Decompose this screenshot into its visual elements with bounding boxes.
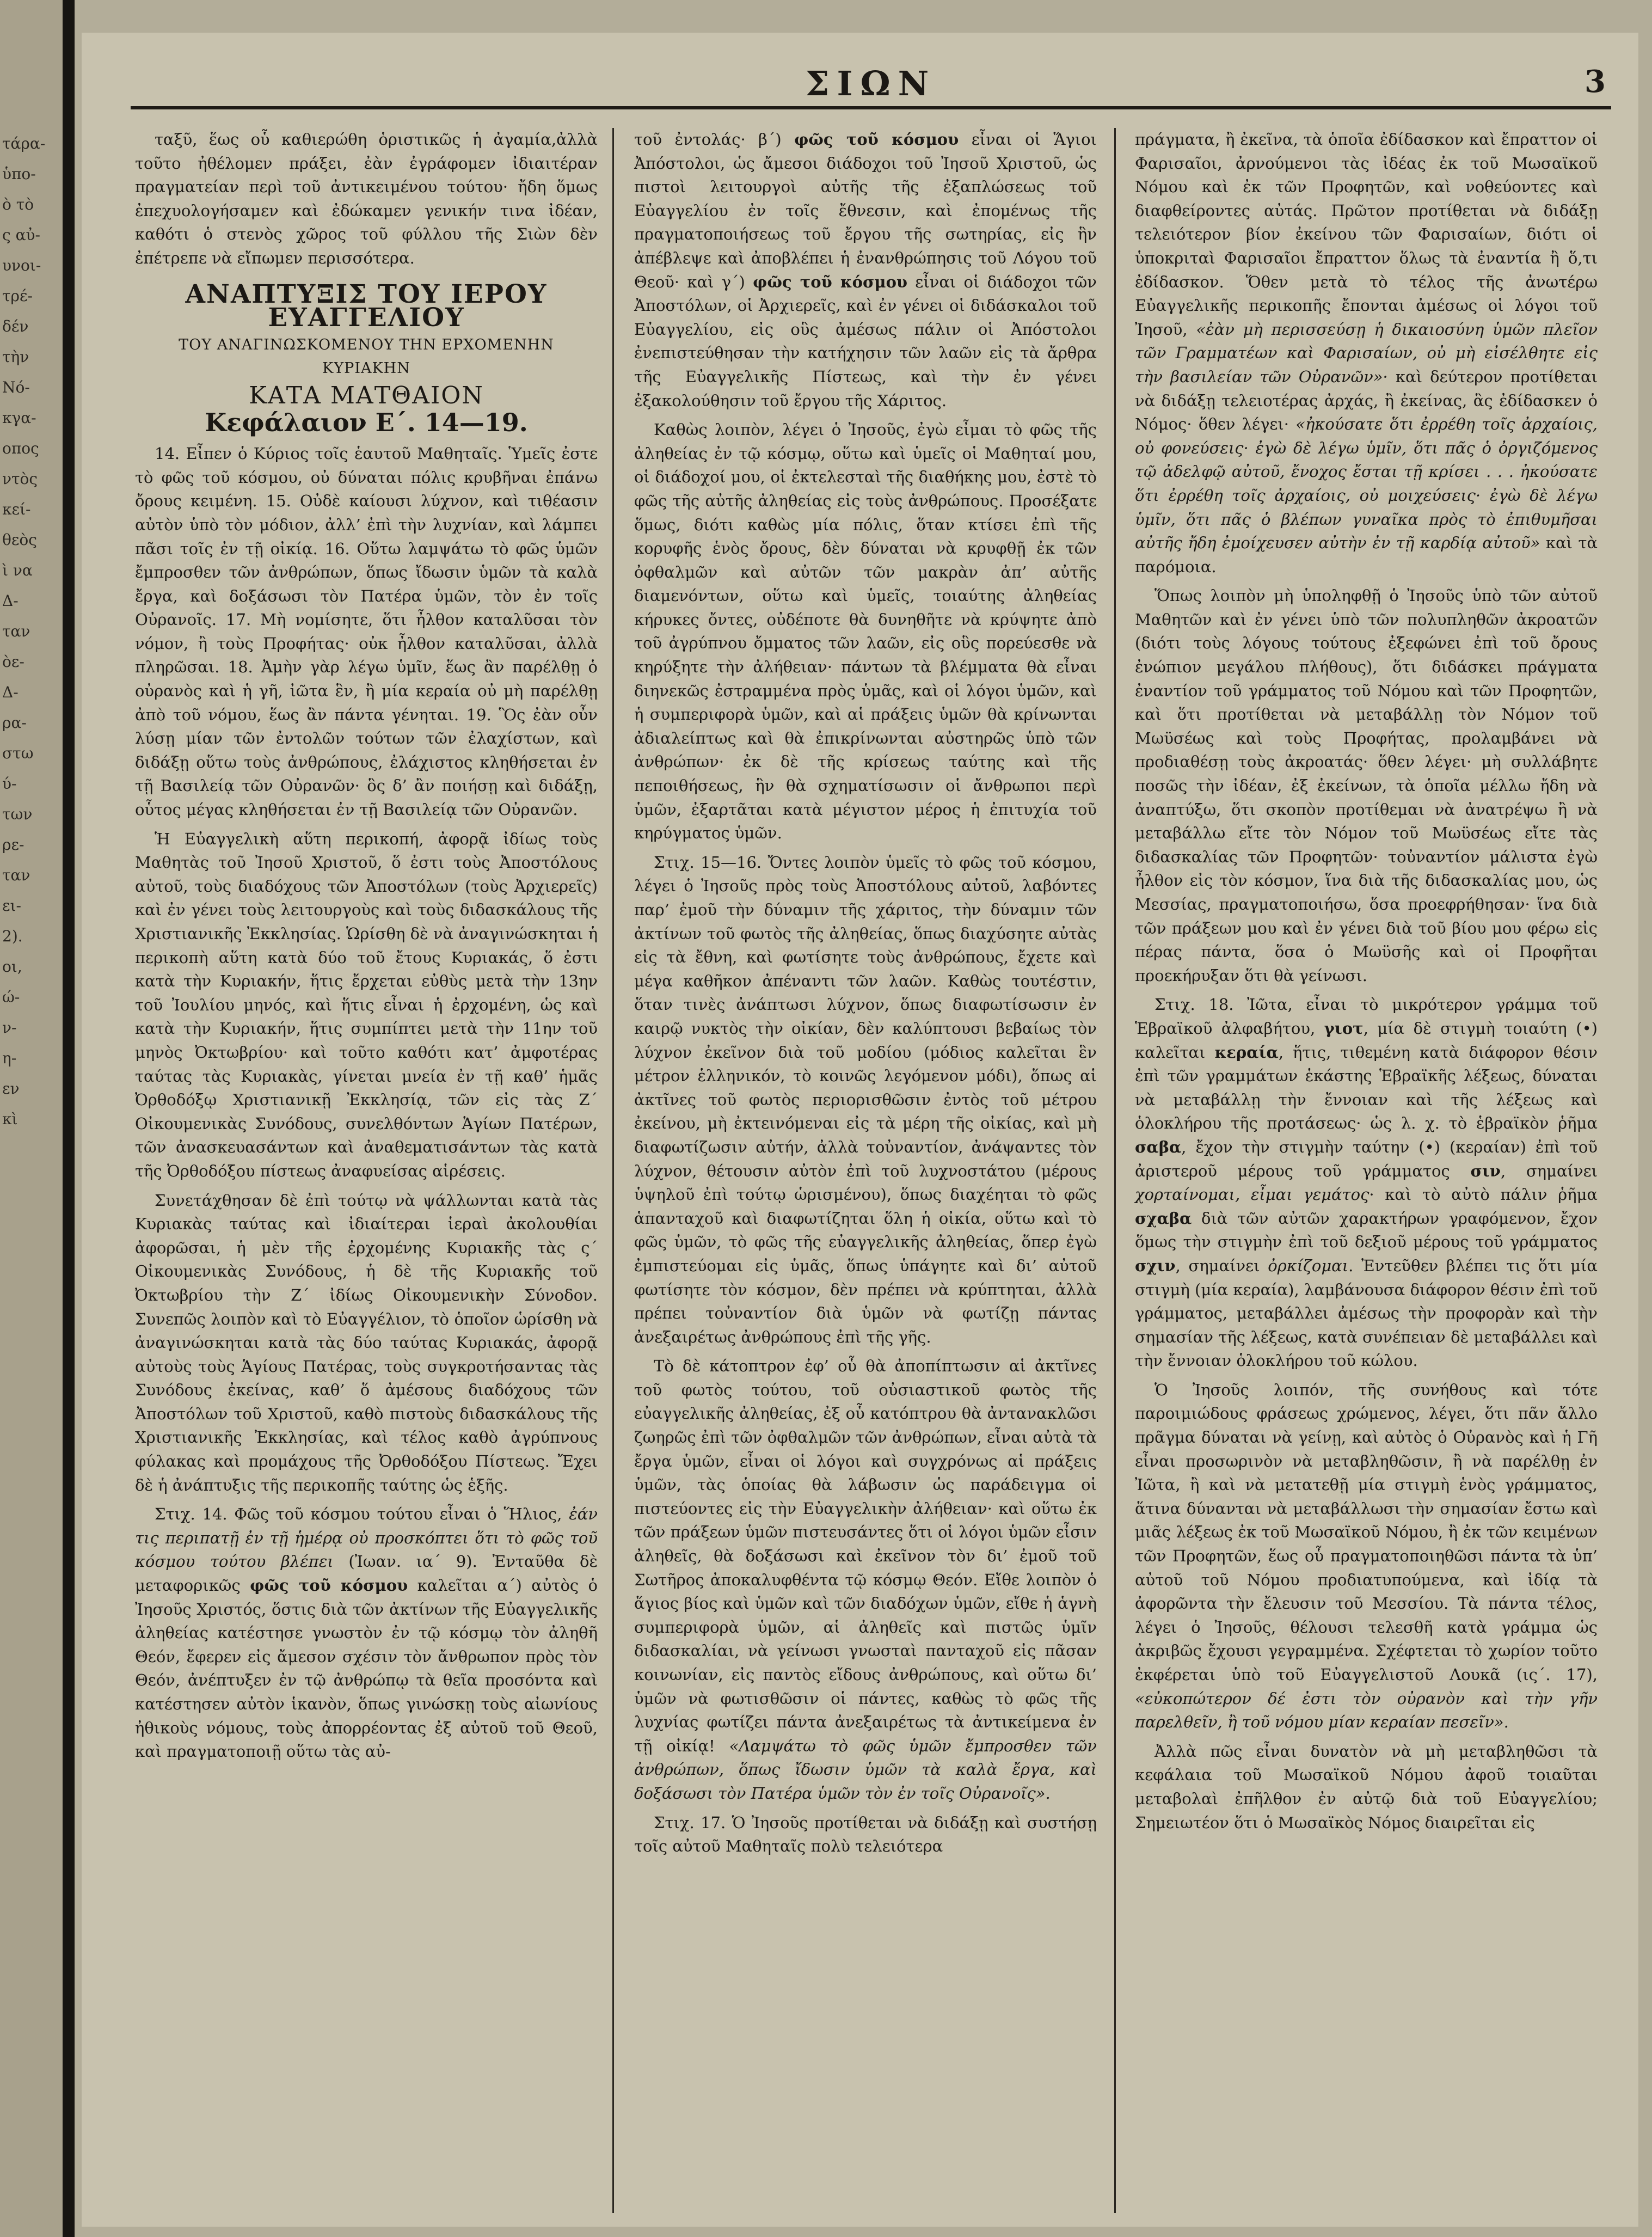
margin-fragment: κγα- [2,409,36,427]
italic-run: ὀρκίζομαι [1268,1256,1349,1275]
article-heading [135,279,598,437]
column-1-paragraph: Συνετάχθησαν δὲ ἐπὶ τούτῳ νὰ ψάλλωνται κατὰ τὰς Κυριακὰς ταύτας καὶ ἰδιαίτεραι ἱεραὶ ἀκολουθίαι ἀφορῶσαι, ἡ μὲν τῆς ἐρχομένης Κυριακῆς τὰς ς΄ Οἰκουμενικὰς Συνόδους, ἡ δὲ τῆς Κυριακῆς τοῦ Ὀκτωβρίου τὴν Ζ΄ ἰδίως Οἰκουμενικὴν Σύνοδον. Συνεπῶς λοιπὸν καὶ τὸ Εὐαγγέλιον, τὸ ὁποῖον ὡρίσθη νὰ ἀναγινώσκηται κατὰ τὰς δύο ταύτας Κυριακάς, ἀφορᾷ αὐτοὺς τοὺς Ἁγίους Πατέρας, τοὺς συγκροτήσαντας τὰς Συνόδους ἐκείνας, καθ’ ὅ ἀμέσους διαδόχους τῶν Ἀποστόλων τοῦ Χριστοῦ, καθὸ πιστοὺς διδασκάλους τῆς Χριστιανικῆς Ἐκκλησίας, καὶ τέλος καθὸ ἀγρύπνους φύλακας καὶ προμάχους τῆς Ὀρθοδόξου Πίστεως. Ἔχει δὲ ἡ ἀνάπτυξις τῆς περικοπῆς ταύτης ὡς ἑξῆς. [135,1191,598,1494]
margin-fragment: ὶ να [2,561,33,579]
adjacent-page-strip [0,0,63,2237]
margin-fragment: εν [2,1080,20,1098]
column-1 [135,128,598,1769]
text-run: , ἔχον τὴν στιγμὴν ταύτην (•) (κεραίαν) ἐπὶ τοῦ ἀριστεροῦ μέρους τοῦ γράμματος [1135,1137,1598,1180]
column-1-intro: ταξῦ, ἕως οὗ καθιερώθη ὁριστικῶς ἡ ἀγαμία,ἀλλὰ τοῦτο ἠθέλομεν πράξει, ἐὰν ἐγράφομεν ἰδιαιτέραν πραγματείαν περὶ τοῦ ἀντικειμένου τούτου· ἤδη ὅμως ἐπεχυολογήσαμεν καὶ ἐδώκαμεν γενικήν τινα ἰδέαν, καθότι ὁ στενὸς χῶρος τοῦ φύλλου τῆς Σιὼν δὲν ἐπέτρεπε νὰ εἴπωμεν περισσότερα. [135,130,598,267]
margin-fragment: 2). [2,927,23,945]
margin-fragment: Δ- [2,683,19,701]
masthead [131,57,1611,101]
column-2 [634,128,1097,1864]
column-2-paragraph [634,1355,1097,1805]
text-run: καὶ τὰ παρόμοια. [1135,534,1598,576]
column-1-paragraph [135,1503,598,1764]
margin-fragment: ν- [2,1019,17,1037]
margin-fragment: των [2,805,33,823]
column-1-paragraph: Ἡ Εὐαγγελικὴ αὕτη περικοπή, ἀφορᾷ ἰδίως τοὺς Μαθητὰς τοῦ Ἰησοῦ Χριστοῦ, ὅ ἐστι τοὺς Ἀποστόλους αὐτοῦ, τοὺς διαδόχους τῶν Ἀποστόλων (τοὺς Ἀρχιερεῖς) καὶ ἐν γένει τοὺς λειτουργοὺς καὶ τοὺς διδασκάλους τῆς Χριστιανικῆς Ἐκκλησίας. Ὡρίσθη δὲ νὰ ἀναγινώσκηται ἡ περικοπὴ αὕτη κατὰ δύο τοῦ ἔτους Κυριακάς, ὅ ἐστι κατὰ τὴν Κυριακήν, ἥτις ἔρχεται εὐθὺς μετὰ τὴν 13ην τοῦ Ἰουλίου μηνός, καὶ ἥτις εἶναι ἡ ἐρχομένη, ὡς καὶ κατὰ τὴν Κυριακήν, ἥτις συμπίπτει μετὰ τὴν 11ην τοῦ μηνὸς Ὀκτωβρίου· καὶ τοῦτο καθότι κατ’ ἀμφοτέρας ταύτας τὰς Κυριακὰς, γίνεται μνεία ἐν τῇ καθ’ ἡμᾶς Ὀρθοδόξῳ Χριστιανικῇ Ἐκκλησίᾳ, τῶν εἰς τὰς Ζ΄ Οἰκουμενικὰς Συνόδους, συνελθόντων Ἁγίων Πατέρων, τῶν ἀνασκευασάντων καὶ ἀναθεματισάντων τὰς κατὰ τῆς Ὀρθοδόξου πίστεως ἀναφυείσας αἱρέσεις. [135,829,598,1180]
margin-fragment: δέν [2,317,29,335]
quote-run: «ἠκούσατε ὅτι ἐρρέθη τοῖς ἀρχαίοις, οὐ φονεύσεις· ἐγὼ δὲ λέγω ὑμῖν, ὅτι πᾶς ὁ ὀργιζόμενος τῷ ἀδελφῷ αὐτοῦ, ἔνοχος ἔσται τῇ κρίσει . . . ἠκούσατε ὅτι ἐρρέθη τοῖς ἀρχαίοις, οὐ μοιχεύσεις· ἐγὼ δὲ λέγω ὑμῖν, ὅτι πᾶς ὁ βλέπων γυναῖκα πρὸς τὸ ἐπιθυμῆσαι αὐτῆς ἤδη ἐμοίχευσεν αὐτὴν ἐν τῇ καρδίᾳ αὐτοῦ» [1135,415,1598,553]
scripture-passage: 14. Εἶπεν ὁ Κύριος τοῖς ἑαυτοῦ Μαθηταῖς. Ὑμεῖς ἐστε τὸ φῶς τοῦ κόσμου, οὐ δύναται πόλις κρυβῆναι ἐπάνω ὄρους κειμένη. 15. Οὐδὲ καίουσι λύχνον, καὶ τιθέασιν αὐτὸν ὑπὸ τὸν μόδιον, ἀλλ’ ἐπὶ τὴν λυχνίαν, καὶ λάμπει πᾶσι τοῖς ἐν τῇ οἰκίᾳ. 16. Οὕτω λαμψάτω τὸ φῶς ὑμῶν ἔμπροσθεν τῶν ἀνθρώπων, ὅπως ἴδωσιν ὑμῶν τὰ καλὰ ἔργα, καὶ δοξάσωσι τὸν Πατέρα ὑμῶν, τὸν ἐν τοῖς Οὐρανοῖς. 17. Μὴ νομίσητε, ὅτι ἦλθον καταλῦσαι τὸν νόμον, ἢ τοὺς Προφήτας· οὐκ ἦλθον καταλῦσαι, ἀλλὰ πληρῶσαι. 18. Ἀμὴν γὰρ λέγω ὑμῖν, ἕως ἂν παρέλθῃ ὁ οὐρανὸς καὶ ἡ γῆ, ἰῶτα ἓν, ἢ μία κεραία οὐ μὴ παρέλθῃ ἀπὸ τοῦ νόμου, ἕως ἂν πάντα γένηται. 19. Ὃς ἐὰν οὖν λύσῃ μίαν τῶν ἐντολῶν τούτων τῶν ἐλαχίστων, καὶ διδάξῃ οὕτω τοὺς ἀνθρώπους, ἐλάχιστος κληθήσεται ἐν τῇ Βασιλείᾳ τῶν Οὐρανῶν· ὃς δ’ ἂν ποιήσῃ καὶ διδάξῃ, οὗτος μέγας κληθήσεται ἐν τῇ Βασιλείᾳ τῶν Οὐρανῶν. [135,444,598,819]
bold-run: γιοτ [1324,1019,1364,1038]
column-2-paragraph: Στιχ. 15—16. Ὄντες λοιπὸν ὑμεῖς τὸ φῶς τοῦ κόσμου, λέγει ὁ Ἰησοῦς πρὸς τοὺς Ἀποστόλους αὐτοῦ, λαβόντες παρ’ ἐμοῦ τὴν δύναμιν τῆς χάριτος, τὴν δύναμιν τῶν ἀκτίνων τοῦ φωτὸς τῆς ἀληθείας, ὅπως διαχύσητε αὐτὰς εἰς τὰ ἔθνη, καὶ φωτίσητε τοὺς ἀνθρώπους, ἔχετε καὶ μέγα καθῆκον ἀπέναντι τῶν λαῶν. Καθὼς τουτέστιν, ὅταν τινὲς ἀνάπτωσι λύχνον, ὅπως διαφωτίσωσιν ἐν καιρῷ νυκτὸς τὴν οἰκίαν, δὲν καλύπτουσι βεβαίως τὸν λύχνον ἐκεῖνον διὰ τοῦ μοδίου (μόδιος καλεῖται ἓν μέτρον ἑλληνικόν, τὸ κοινῶς λεγόμενον μόδι), ὅπως αἱ ἀκτῖνες τοῦ φωτὸς περιορισθῶσιν ἐντὸς τοῦ μέτρου ἐκείνου, μὴ ἐκτεινόμεναι εἰς τὰ μέρη τῆς οἰκίας, καὶ μὴ διαφωτίζωσιν αὐτήν, ἀλλὰ τοὐναντίον, ἀνάψαντες τὸν λύχνον, θέτουσιν αὐτὸν ἐπὶ τοῦ λυχνοστάτου (μέρους ὑψηλοῦ ἐπὶ τούτῳ ὡρισμένου), ὅπως διαχέηται τὸ φῶς ἁπανταχοῦ καὶ διαφωτίζηται ὅλη ἡ οἰκία, οὕτω καὶ τὸ φῶς ὑμῶν, τὸ φῶς τῆς εὐαγγελικῆς ἀληθείας, ὅπερ ἐγὼ ἐμπιστεύομαι εἰς ὑμᾶς, ὅπως ὑπάγητε καὶ δι’ αὐτοῦ φωτίσητε τὸν κόσμον, δὲν πρέπει νὰ κρύπτηται, ἀλλὰ πρέπει τοὐναντίον διὰ ὑμῶν νὰ φωτίζῃ πάντας ἀνεξαιρέτως ἀνθρώπους ἐπὶ τῆς γῆς. [634,853,1097,1346]
article-gospel: ΚΑΤΑ ΜΑΤΘΑΙΟΝ [249,381,484,409]
text-run: . Ἐντεῦθεν βλέπει τις ὅτι μία στιγμὴ (μία κεραία), λαμβάνουσα διάφορον θέσιν ἐπὶ τοῦ γράμματος, μεταβάλλει ἀμέσως τὴν προφορὰν καὶ τὴν σημασίαν τῆς λέξεως, κατὰ συνέπειαν δὲ μεταβάλλει καὶ τὴν ἔννοιαν ὁλοκλήρου τοῦ κώλου. [1135,1256,1598,1370]
italic-run: χορταίνομαι, εἶμαι γεμάτος [1135,1185,1369,1204]
text-run: τοῦ ἐντολάς· β΄) [634,130,795,149]
column-3 [1135,128,1598,1840]
column-separator-2 [1114,128,1116,2213]
column-3-paragraph: Ἀλλὰ πῶς εἶναι δυνατὸν νὰ μὴ μεταβληθῶσι τὰ κεφάλαια τοῦ Μωσαϊκοῦ Νόμου ἀφοῦ τοιαῦται μεταβολαὶ ἐπῆλθον ἐν αὐτῷ διὰ τοῦ Εὐαγγελίου; Σημειωτέον ὅτι ὁ Μωσαϊκὸς Νόμος διαιρεῖται εἰς [1135,1742,1598,1832]
margin-fragment: ὸε- [2,653,24,671]
margin-fragment: στω [2,744,34,762]
margin-fragment: ταν [2,866,30,884]
text-run: Στιχ. 18. Ἰῶτα, εἶναι τὸ μικρότερον γράμμα τοῦ Ἑβραϊκοῦ ἀλφαβήτου, [1135,995,1598,1038]
column-3-paragraph [1135,993,1598,1373]
text-run: Τὸ δὲ κάτοπτρον ἐφ’ οὗ θὰ ἀποπίπτωσιν αἱ ἀκτῖνες τοῦ φωτὸς τούτου, τοῦ οὐσιαστικοῦ φωτὸς τῆς εὐαγγελικῆς ἀληθείας, ἐξ οὗ κατόπτρου θὰ ἀντανακλῶσι ζωηρῶς ἐπὶ τῶν ὀφθαλμῶν τῶν ἀνθρώπων, εἶναι αὐτὰ τὰ ἔργα ὑμῶν, εἶναι οἱ λόγοι καὶ συγχρόνως αἱ πράξεις ὑμῶν, τὰς ὁποίας θὰ λάβωσιν ὡς παράδειγμα οἱ πιστεύοντες εἰς τὴν Εὐαγγελικὴν ἀλήθειαν· καὶ οὕτω ἐκ τῶν πράξεων ὑμῶν πιστευσάντες ὅτι οἱ λόγοι ὑμῶν εἶσιν ἀληθεῖς, θὰ δοξάσωσι καὶ ἐκεῖνον τὸν δι’ ἐμοῦ τοῦ Σωτῆρος ἀποκαλυφθέντα τῷ κόσμῳ Θεόν. Εἴθε λοιπὸν ὁ ἅγιος βίος καὶ ὑμῶν καὶ τῶν διαδόχων ὑμῶν, εἴθε ἡ ἁγνὴ συμπεριφορὰ ὑμῶν, αἱ ἀληθεῖς καὶ πιστῶς ὑμῖν διδασκαλίαι, νὰ γείνωσι γνωσταὶ πανταχοῦ εἰς πᾶσαν κοινωνίαν, εἰς παντὸς εἴδους ἀνθρώπους, καὶ οὕτω δι’ ὑμῶν νὰ φωτισθῶσιν οἱ πάντες, καθὼς τὸ φῶς τῆς λυχνίας φωτίζει πάντα ἀνεξαιρέτως τὰ ἀντικείμενα ἐν τῇ οἰκίᾳ! [634,1357,1097,1755]
text-run: καλεῖται α΄) αὐτὸς ὁ Ἰησοῦς Χριστός, ὅστις διὰ τῶν ἀκτίνων τῆς Εὐαγγελικῆς ἀληθείας κατέστησε γνωστὸν ἐν τῷ κόσμῳ τὸν ἀληθῆ Θεόν, ἔφερεν εἰς ἄμεσον σχέσιν τὸν ἄνθρωπον πρὸς τὸν Θεόν, ἀνέπτυξεν ἐν τῷ ἀνθρώπῳ τὰ θεῖα προσόντα καὶ κατέστησεν αὐτὸν ἱκανὸν, ὅπως γινώσκῃ τοὺς αἰωνίους ἠθικοὺς νόμους, τοὺς ἀπορρέοντας ἐξ αὐτοῦ τοῦ Θεοῦ, καὶ πραγματοποιῇ οὕτω τὰς αὐ- [135,1576,598,1761]
margin-fragment: τάρα- [2,134,46,152]
column-3-paragraph [1135,128,1598,579]
margin-fragment: ὸ τὸ [2,195,34,213]
quote-run: ἐάν τις περιπατῇ ἐν τῇ ἡμέρᾳ οὐ προσκόπτει ὅτι τὸ φῶς τοῦ κόσμου τούτου βλέπει [135,1505,598,1571]
text-run: , μία δὲ στιγμὴ τοιαύτη (•) καλεῖται [1135,1019,1598,1062]
column-separator-1 [612,128,614,2213]
bold-run: σχιν [1135,1256,1176,1275]
text-run: εἶναι οἱ διάδοχοι τῶν Ἀποστόλων, οἱ Ἀρχιερεῖς, καὶ ἐν γένει οἱ διδάσκαλοι τοῦ Εὐαγγελίου, εἰς οὓς ἀμέσως πάλιν οἱ Ἀπόστολοι ἐνεπιστεύθησαν τὴν κατήχησιν τῶν λαῶν εἰς τὰ ἄρθρα τῆς Εὐαγγελικῆς Πίστεως, καὶ τὴν ἐν γένει ἐξακολούθησιν τοῦ ἔργου τῆς Χάριτος. [634,272,1097,410]
bold-run: φῶς τοῦ κόσμου [753,272,908,291]
column-3-paragraph: Ὅπως λοιπὸν μὴ ὑποληφθῇ ὁ Ἰησοῦς ὑπὸ τῶν αὐτοῦ Μαθητῶν καὶ ἐν γένει ὑπὸ τῶν πολυπληθῶν ἀκροατῶν (διότι τοὺς λόγους τούτους ἐξεφώνει ἐπὶ τοῦ ὄρους ἐνώπιον μεγάλου πλήθους), ὅτι διδάσκει πράγματα ἐναντίον τοῦ γράμματος τοῦ Νόμου καὶ τῶν Προφητῶν, καὶ ὅτι προτίθεται νὰ μεταβάλλῃ τὸν Νόμον τοῦ Μωϋσέως καὶ τοὺς Προφήτας, προλαμβάνει νὰ προδιαθέσῃ τοὺς ἀκροατάς· ὅθεν λέγει· μὴ συλλάβητε ποσῶς τὴν ἰδέαν, ἐξ ἐκείνων, τὰ ὁποῖα μέλλω ἤδη νὰ ἀναπτύξω, ὅτι σκοπὸν προτίθεμαι νὰ ἀνατρέψω ἢ νὰ μεταβάλλω εἴτε τὸν Νόμον τοῦ Μωϋσέως εἴτε τὰς διδασκαλίας τῶν Προφητῶν· τοὐναντίον μάλιστα ἐγὼ ἦλθον εἰς τὸν κόσμον, ἵνα διὰ τῆς διδασκαλίας μου, ὡς Μεσσίας, πραγματοποιήσω, ὅσα προεφρήθησαν· ἵνα διὰ τῶν πράξεων μου καὶ ἐν γένει διὰ τοῦ βίου μου φέρω εἰς πέρας πάντα, ὅσα ὁ Μωϋσῆς καὶ οἱ Προφῆται προεκήρυξαν ὅτι θὰ γείνωσι. [1135,586,1598,985]
text-run: καὶ δεύτερον προτίθεται νὰ διδάξῃ τελειοτέρας ἀρχάς, ἢ ἐκείνας, ἃς ἐδίδασκεν ὁ Νόμος· ὅθεν λέγει· [1135,367,1598,434]
bold-run: σχαβα [1135,1209,1192,1228]
margin-fragment: ει- [2,897,21,915]
bold-run: σιν [1470,1161,1501,1180]
text-run: εἶναι οἱ Ἅγιοι Ἀπόστολοι, ὡς ἄμεσοι διάδοχοι τοῦ Ἰησοῦ Χριστοῦ, ὡς πιστοὶ λειτουργοὶ αὐτῆς τῆς ἐξαπλώσεως τοῦ Εὐαγγελίου ἐν τοῖς ἔθνεσιν, καὶ ἐπομένως τῆς πραγματοποιήσεως τοῦ ἔργου τῆς σωτηρίας, εἰς ἣν ἀπέβλεψε καὶ ἀποβλέπει ἡ ἐνανθρώπησις τοῦ Λόγου τοῦ Θεοῦ· καὶ γ΄) [634,130,1097,291]
text-run: διὰ τῶν αὐτῶν χαρακτήρων γραφόμενον, ἔχον ὅμως τὴν στιγμὴν ἐπὶ τοῦ δεξιοῦ μέρους τοῦ γράμματος [1135,1209,1598,1252]
margin-fragment: Δ- [2,592,19,610]
margin-fragment: ρα- [2,714,27,732]
text-run: , σημαίνει [1175,1256,1268,1275]
bold-run: φῶς τοῦ κόσμου [250,1576,408,1595]
header-rule [131,106,1611,109]
quote-run: «Λαμψάτω τὸ φῶς ὑμῶν ἔμπροσθεν τῶν ἀνθρώπων, ὅπως ἴδωσιν ὑμῶν τὰ καλὰ ἔργα, καὶ δοξάσωσι τὸν Πατέρα ὑμῶν τὸν ἐν τοῖς Οὐρανοῖς». [634,1736,1097,1803]
binding-shadow [63,0,75,2237]
margin-fragment: ρε- [2,836,24,854]
text-run: , σημαίνει [1501,1161,1598,1180]
margin-fragment: οπος [2,439,39,457]
margin-fragment: ταν [2,622,30,640]
page-number: 3 [1585,64,1606,100]
bold-run: σαβα [1135,1137,1182,1156]
text-run: (Ἰωαν. ια΄ 9). Ἐνταῦθα δὲ μεταφορικῶς [135,1552,598,1595]
margin-fragment: τρέ- [2,287,33,305]
margin-fragment: η- [2,1049,17,1067]
text-run: πράγματα, ἢ ἐκεῖνα, τὰ ὁποῖα ἐδίδασκον καὶ ἔπραττον οἱ Φαρισαῖοι, ἀρνούμενοι τὰς ἰδέας ἐκ τοῦ Μωσαϊκοῦ Νόμου καὶ ἐκ τῶν Προφητῶν, καὶ νοθεύοντες καὶ διαφθείροντες αὐτάς. Πρῶτον προτίθεται νὰ διδάξῃ τελειότερον βίον ἐκείνου τῶν Φαρισαίων, διότι οἱ ὑποκριταὶ Φαρισαῖοι ἔπραττον ὅλως τὰ ἐναντία ἢ ὅ,τι ἐδίδασκον. Ὅθεν μετὰ τὸ τέλος τῆς ἀνωτέρω Εὐαγγελικῆς περικοπῆς ἔπονται ἀμέσως οἱ λόγοι τοῦ Ἰησοῦ, [1135,130,1598,339]
text-run: , ἥτις, τιθεμένη κατὰ διάφορον θέσιν ἐπὶ τῶν γραμμάτων ἑκάστης Ἑβραϊκῆς λέξεως, δύναται νὰ μεταβάλλῃ τὴν ἔννοιαν καὶ τῆς λέξεως καὶ ὁλοκλήρου τῆς προτάσεως· ὡς λ. χ. τὸ ἑβραϊκὸν ῥῆμα [1135,1043,1598,1133]
column-3-paragraph [1135,1378,1598,1735]
margin-fragment: ὑπο- [2,165,36,183]
article-title: ΑΝΑΠΤΥΞΙΣ ΤΟΥ ΙΕΡΟΥ ΕΥΑΓΓΕΛΙΟΥ [185,279,548,333]
margin-fragment: Νό- [2,378,30,396]
column-2-paragraph: Στιχ. 17. Ὁ Ἰησοῦς προτίθεται νὰ διδάξῃ καὶ συστήσῃ τοῖς αὐτοῦ Μαθηταῖς πολὺ τελειότερα [634,1813,1097,1856]
quote-run: «εὐκοπώτερον δέ ἐστι τὸν οὐρανὸν καὶ τὴν γῆν παρελθεῖν, ἢ τοῦ νόμου μίαν κεραίαν πεσεῖν». [1135,1689,1598,1732]
bold-run: φῶς τοῦ κόσμου [794,130,959,149]
margin-fragment: υνοι- [2,256,41,274]
margin-fragment: ς αὐ- [2,226,40,244]
quote-run: «ἐὰν μὴ περισσεύσῃ ἡ δικαιοσύνη ὑμῶν πλεῖον τῶν Γραμματέων καὶ Φαρισαίων, οὐ μὴ εἰσέλθητε εἰς τὴν βασιλείαν τῶν Οὐρανῶν»· [1135,320,1598,386]
article-chapter: Κεφάλαιον Ε΄. 14—19. [205,407,528,437]
margin-fragment: κὶ [2,1110,18,1128]
margin-fragment: τὴν [2,348,29,366]
margin-fragment: ύ- [2,775,17,793]
text-run: Ὁ Ἰησοῦς λοιπόν, τῆς συνήθους καὶ τότε παροιμιώδους φράσεως χρώμενος, λέγει, ὅτι πᾶν ἄλλο πρᾶγμα δύναται νὰ γείνῃ, καὶ αὐτὸς ὁ Οὐρανὸς καὶ ἡ Γῆ εἶναι προσωρινὸν νὰ μεταβληθῶσιν, ἢ νὰ παρέλθῃ ἐν Ἰῶτα, ἢ καὶ νὰ μετατεθῇ μία στιγμὴ ἑνὸς γράμματος, ἅτινα δύνανται νὰ μεταβάλλωσι τὴν σημασίαν ἔστω καὶ μιᾶς λέξεως ἐκ τοῦ Μωσαϊκοῦ Νόμου, ἢ ἐκ τῶν κειμένων τῶν Προφητῶν, ἕως οὗ πραγματοποιηθῶσι πάντα τὰ ὑπ’ αὐτοῦ τοῦ Νόμου προδιατυπούμενα, καὶ ἰδίᾳ τὰ ἀφορῶντα τὴν ἔλευσιν τοῦ Μεσσίου. Τὰ πάντα τέλος, λέγει ὁ Ἰησοῦς, θέλουσι τελεσθῆ κατὰ γράμμα ὡς ἀκριβῶς ἔχουσι γεγραμμένα. Σχέφτεται τὸ χωρίον τοῦτο ἐκφέρεται ὑπὸ τοῦ Εὐαγγελιστοῦ Λουκᾶ (ις΄. 17), [1135,1380,1598,1684]
article-subtitle: ΤΟΥ ΑΝΑΓΙΝΩΣΚΟΜΕΝΟΥ ΤΗΝ ΕΡΧΟΜΕΝΗΝ ΚΥΡΙΑΚΗΝ [179,336,554,377]
margin-fragment: ώ- [2,988,20,1006]
margin-fragment: κεί- [2,500,31,518]
bold-run: κεραία [1214,1043,1279,1062]
margin-fragment: ντὸς [2,470,38,488]
column-2-paragraph: Καθὼς λοιπὸν, λέγει ὁ Ἰησοῦς, ἐγὼ εἶμαι τὸ φῶς τῆς ἀληθείας ἐν τῷ κόσμῳ, οὕτω καὶ ὑμεῖς οἱ Μαθηταί μου, οἱ διάδοχοί μου, οἱ ἐκτελεσταὶ τῆς διαθήκης μου, ἐστὲ τὸ φῶς τῆς αὐτῆς ἀληθείας εἰς τοὺς ἀνθρώπους. Προσέξατε ὅμως, διότι καθὼς μία πόλις, ὅταν κτίσει ἐπὶ τῆς κορυφῆς ἑνὸς ὄρους, δὲν δύναται νὰ κρυφθῇ ἐκ τῶν ὀφθαλμῶν καὶ αὐτῶν τῶν μακρὰν ἀπ’ αὐτῆς διαμενόντων, οὕτω καὶ ὑμεῖς, τοιαύτης ἀληθείας κήρυκες ὄντες, οὐδέποτε θὰ δυνηθῆτε νὰ κρύψητε ἀπὸ τοῦ ἀγρύπνου ὄμματος τῶν λαῶν, εἰς οὓς πορεύεσθε νὰ κηρύξητε τὴν ἀλήθειαν· πάντων τὰ βλέμματα θὰ εἶναι διηνεκῶς ἐστραμμένα πρὸς ὑμᾶς, καὶ οἱ λόγοι ὑμῶν, καὶ ἡ συμπεριφορὰ ὑμῶν, καὶ αἱ πράξεις ὑμῶν θὰ κρίνωνται ἀδιαλείπτως καὶ θὰ ἐπικρίνωνται αὐστηρῶς ὑπὸ τῶν ἀνθρώπων· ἐκ δὲ τῆς κρίσεως ταύτης καὶ τῆς πεποιθήσεως, ἣν θὰ σχηματίσωσιν οἱ ἄνθρωποι περὶ ὑμῶν, ἐξαρτᾶται κατὰ μέγιστον μέρος ἡ ἐπιτυχία τοῦ κηρύγματος ὑμῶν. [634,420,1097,843]
text-run: · καὶ τὸ αὐτὸ πάλιν ῥῆμα [1369,1185,1598,1204]
text-run: Στιχ. 14. Φῶς τοῦ κόσμου τούτου εἶναι ὁ Ἥλιος, [155,1505,562,1524]
margin-fragment: θεὸς [2,531,37,549]
column-2-paragraph [634,128,1097,413]
margin-fragment: οι, [2,958,22,976]
newspaper-title: ΣΙΩΝ [805,64,937,103]
